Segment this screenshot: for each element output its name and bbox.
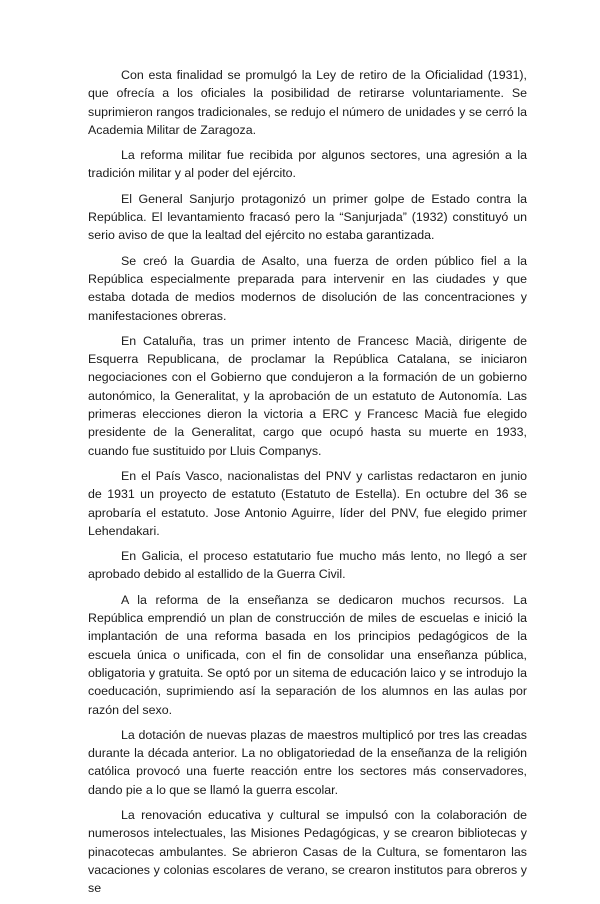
paragraph-5: En Cataluña, tras un primer intento de Francesc Macià, dirigente de Esquerra Republicana, de proclamar la República Catalana, se iniciaron negociaciones con el Gobierno que condujeron a la formación de un gobierno autonómico, la Generalitat, y la aprobación de un estatuto de Autonomía. Las primeras elecciones dieron la victoria a ERC y Francesc Macià fue elegido presidente de la Generalitat, cargo que ocupó hasta su muerte en 1933, cuando fue sustituido por Lluis Companys.	[88, 333, 527, 458]
paragraph-4: Se creó la Guardia de Asalto, una fuerza de orden público fiel a la República especialmente preparada para intervenir en las ciudades y que estaba dotada de medios modernos de disolución de las concentraciones y manifestaciones obreras.	[88, 253, 527, 323]
paragraph-2: La reforma militar fue recibida por algunos sectores, una agresión a la tradición militar y al poder del ejército.	[88, 148, 527, 181]
paragraph-7: En Galicia, el proceso estatutario fue mucho más lento, no llegó a ser aprobado debido al estallido de la Guerra Civil.	[88, 549, 527, 582]
paragraph-8: A la reforma de la enseñanza se dedicaron muchos recursos. La República emprendió un plan de construcción de miles de escuelas e inició la implantación de una reforma basada en los principios pedagógicos de la escuela única o unificada, con el fin de consolidar una enseñanza pública, obligatoria y gratuita. Se optó por un sitema de educación laico y se introdujo la coeducación, suprimiendo así la separación de los alumnos en las aulas por razón del sexo.	[88, 592, 527, 717]
paragraph-3: El General Sanjurjo protagonizó un primer golpe de Estado contra la República. El levantamiento fracasó pero la “Sanjurjada” (1932) constituyó un serio aviso de que la lealtad del ejército no estaba garantizada.	[88, 191, 527, 243]
paragraph-1: Con esta finalidad se promulgó la Ley de retiro de la Oficialidad (1931), que ofrecía a los oficiales la posibilidad de retirarse voluntariamente. Se suprimieron rangos tradicionales, se redujo el número de unidades y se cerró la Academia Militar de Zaragoza.	[88, 68, 527, 137]
paragraph-10: La renovación educativa y cultural se impulsó con la colaboración de numerosos intelectuales, las Misiones Pedagógicas, y se crearon bibliotecas y pinacotecas ambulantes. Se abrieron Casas de la Cultura, se fomentaron las vacaciones y colonias escolares de verano, se crearon institutos para obreros y se	[88, 807, 527, 896]
paragraph-9: La dotación de nuevas plazas de maestros multiplicó por tres las creadas durante la década anterior. La no obligatoriedad de la enseñanza de la religión católica provocó una fuerte reacción entre los sectores más conservadores, dando pie a lo que se llamó la guerra escolar.	[88, 727, 527, 797]
document-body	[88, 66, 527, 904]
paragraph-6: En el País Vasco, nacionalistas del PNV y carlistas redactaron en junio de 1931 un proyecto de estatuto (Estatuto de Estella). En octubre del 36 se aprobaría el estatuto. Jose Antonio Aguirre, líder del PNV, fue elegido primer Lehendakari.	[88, 468, 527, 538]
